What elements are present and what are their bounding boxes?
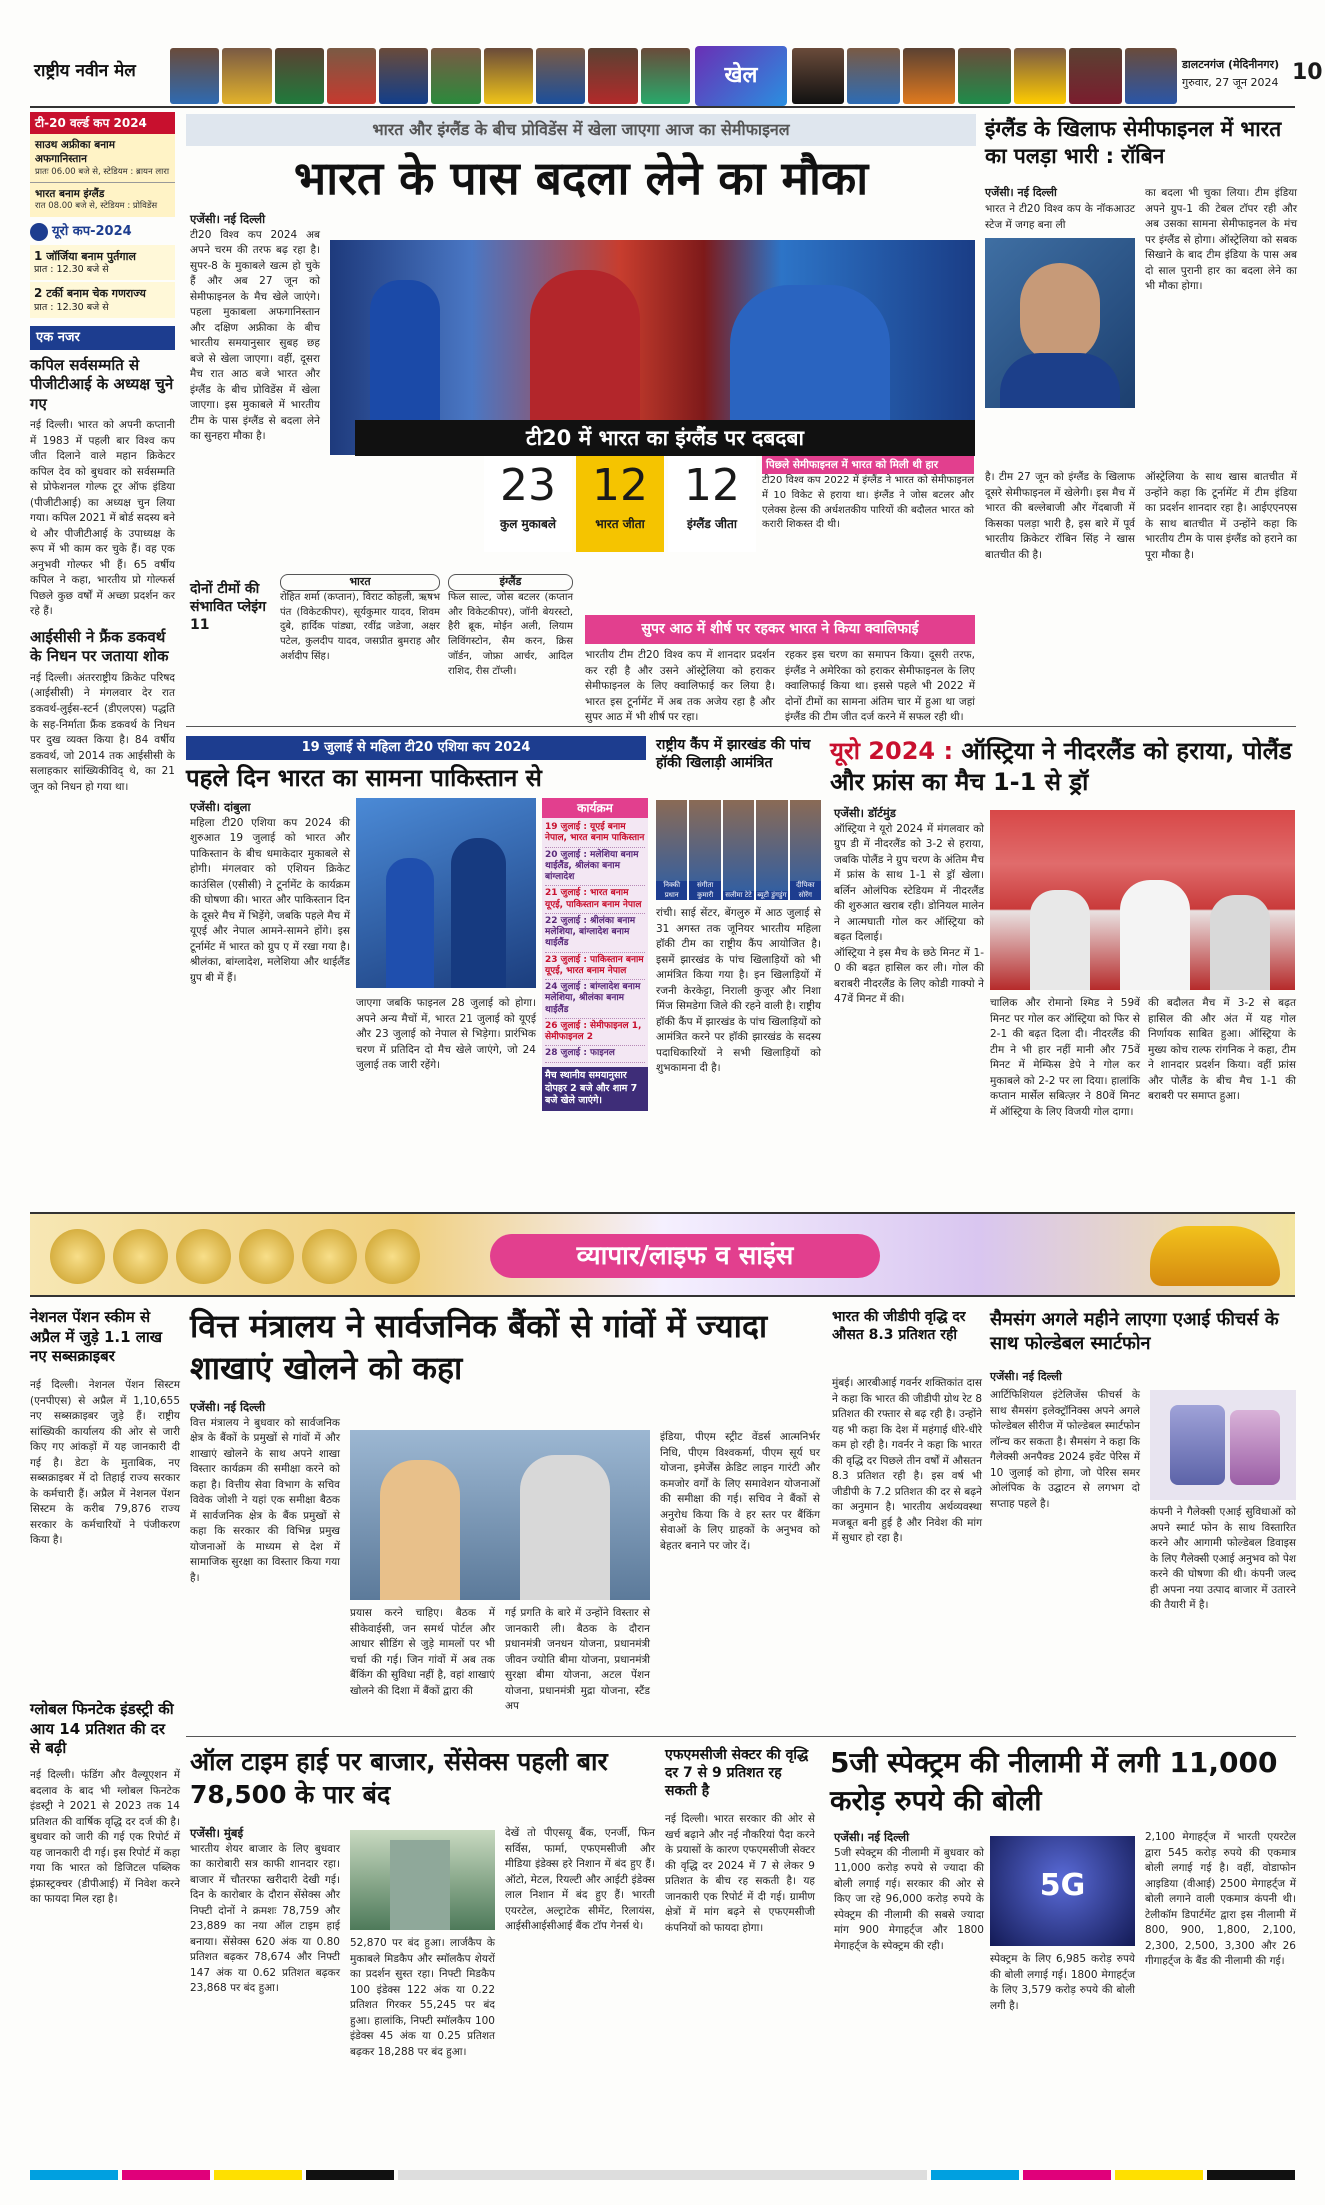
gdp-body: मुंबई। आरबीआई गवर्नर शक्तिकांत दास ने कहा कि भारत की जीडीपी ग्रोथ रेट 8 प्रतिशत की रफ्तार से बढ़ रही है। उन्होंने यह भी कहा कि देश में महंगाई धीरे-धीरे कम हो रही है। गवर्नर ने कहा कि भारत की वृद्धि दर पिछले तीन वर्षों में औसतन 8.3 प्रतिशत रही है। इस वर्ष भी जीडीपी के 7.2 प्रतिशत की दर से बढ़ने का अनुमान है। भारतीय अर्थव्यवस्था मजबूत बनी हुई है और निवेश की मांग में सुधार हो रहा है। [832,1377,982,1545]
robin-body-3: है। टीम 27 जून को इंग्लैंड के खिलाफ दूसरे सेमीफाइनल में खेलेगी। इस मैच में भारत की बल्लेबाजी और गेंदबाजी में किसका पलड़ा भारी है, इस बारे में पूर्व भारतीय क्रिकेटर रॉबिन सिंह ने खास बातचीत की है। [985,471,1135,561]
xi-england-label: इंग्लैंड [448,574,573,591]
schedule-item: 23 जुलाई : पाकिस्तान बनाम यूएई, भारत बनाम नेपाल [545,953,645,981]
robin-photo [985,238,1135,408]
stat-england-label: इंग्लैंड जीता [687,517,737,531]
stat-total [484,456,572,552]
match2-info: रात 08.00 बजे से, स्टेडियम : प्रोविडेंस [35,201,158,212]
schedule-item: 22 जुलाई : श्रीलंका बनाम मलेशिया, बांग्लादेश बनाम थाईलैंड [545,914,645,953]
robin-dateline: एजेंसी। नई दिल्ली [985,186,1057,199]
euro-body-2: ऑस्ट्रिया ने इस मैच के छठे मिनट में 1-0 की बढ़त हासिल कर ली। गोल की बराबरी नीदरलैंड के लिए कोडी गाक्पो ने 47वें मिनट में की। [834,946,984,1006]
market-headline: ऑल टाइम हाई पर बाजार, सेंसेक्स पहली बार 78,500 के पार बंद [190,1747,608,1809]
fintech-body: नई दिल्ली। फंडिंग और वैल्यूएशन में बदलाव के बाद भी ग्लोबल फिनटेक इंडस्ट्री ने 2021 से 2023 तक 14 प्रतिशत की वार्षिक वृद्धि दर दर्ज की है। बुधवार को जारी की गई एक रिपोर्ट में यह जानकारी दी गई। इस रिपोर्ट में कहा गया कि भारत को डिजिटल पब्लिक इंफ्रास्ट्रक्चर (डीपीआई) में निवेश करने का फायदा मिल रहा है। [30,1769,180,1906]
euro1-title: जॉर्जिया बनाम पुर्तगाल [46,249,136,263]
banks-headline: वित्त मंत्रालय ने सार्वजनिक बैंकों से गांवों में ज्यादा शाखाएं खोलने को कहा [190,1307,768,1387]
stat-india-value: 12 [592,460,648,511]
robin-body-2: का बदला भी चुका लिया। टीम इंडिया अपने ग्रुप-1 की टेबल टॉपर रही और अब उसका सामना सेमीफाइनल के मंच पर इंग्लैंड से होगा। ऑस्ट्रेलिया को सबक सिखाने के बाद टीम इंडिया के पास अब दो साल पुरानी हार का बदला लेने का भी मौका होगा। [1145,187,1297,293]
sidebar [30,112,175,1212]
schedule-title: कार्यक्रम [542,798,648,818]
market-col1 [190,1826,340,1997]
women-photo [356,798,536,988]
schedule-item: 19 जुलाई : यूएई बनाम नेपाल, भारत बनाम पाकिस्तान [545,820,645,848]
hockey-players [656,800,821,900]
lead-dateline: एजेंसी। नई दिल्ली [190,212,266,226]
samsung-headline: सैमसंग अगले महीने लाएगा एआई फीचर्स के साथ फोल्डेबल स्मार्टफोन [990,1309,1279,1355]
euro2-title: टर्की बनाम चेक गणराज्य [46,287,146,301]
masthead [30,44,1323,108]
brand-logo: राष्ट्रीय नवीन मेल [34,61,136,81]
pension-body: नई दिल्ली। नेशनल पेंशन सिस्टम (एनपीएस) से अप्रैल में 1,10,655 नए सब्सक्राइबर जुड़े हैं। राष्ट्रीय सांख्यिकी कार्यालय की ओर से जारी किए गए आंकड़ों में यह जानकारी दी गई है। डेटा के मुताबिक, नए सब्सक्राइबर में दो तिहाई राज्य सरकार के कर्मचारी हैं। अप्रैल में नेशनल पेंशन सिस्टम के करीब 79,876 राज्य सरकार के कर्मचारियों ने पंजीकरण किया है। [30,1379,180,1547]
players-strip-2 [792,48,1177,104]
print-registration-bar [30,2170,1295,2180]
euro-headline [830,736,1298,798]
stat-england-value: 12 [684,460,740,511]
spectrum-col1 [834,1830,984,1954]
match1-info: प्रातः 06.00 बजे से, स्टेडियम : ब्रायन लारा [35,166,170,177]
banks-body-2: प्रयास करने चाहिए। बैठक में सीकेवाईसी, जन समर्थ पोर्टल और आधार सीडिंग से जुड़े मामलों पर भी चर्चा की गई। जिन गांवों में अब तक बैंकिंग की सुविधा नहीं है, वहां शाखाएं खोलने की दिशा में बैंकों द्वारा की [350,1607,495,1697]
lead-column [190,212,320,445]
spectrum-headline: 5जी स्पेक्ट्रम की नीलामी में लगी 11,000 करोड़ रुपये की बोली [830,1746,1278,1817]
player-name: ब्यूटी डुंगडुंग [757,890,787,899]
banks-body-1: वित्त मंत्रालय ने बुधवार को सार्वजनिक क्षेत्र के बैंकों के प्रमुखों से गांवों में और शाखाएं खोलने के साथ अपने शाखा विस्तार कार्यक्रम की समीक्षा करने को कहा है। वित्तीय सेवा विभाग के सचिव विवेक जोशी ने यहां एक समीक्षा बैठक में सार्वजनिक क्षेत्र के बैंक प्रमुखों से कहा कि सरकार की विभिन्न प्रमुख योजनाओं के माध्यम से देश में सामाजिक सुरक्षा का विस्तार किया गया है। [190,1416,340,1584]
5g-logo: 5G [1039,1868,1086,1903]
coins-graphic [50,1229,440,1284]
stat-india [576,456,664,552]
spectrum-body-3: 2,100 मेगाहर्ट्ज में भारती एयरटेल द्वारा 545 करोड़ रुपये की एकमात्र बोली लगाई गई है। वहीं, वोडाफोन आइडिया (वीआई) 2500 मेगाहर्ट्ज में बोली लगाने वाली एकमात्र कंपनी थी। टेलीकॉम डिपार्टमेंट द्वारा इस नीलामी में 800, 900, 1,800, 2,100, 2,300, 2,500, 3,300 और 26 गीगाहर्ट्ज के बैंड की नीलामी की गई। [1145,1831,1296,1968]
euro2-number: 2 [34,286,43,301]
euro-body-1: ऑस्ट्रिया ने यूरो 2024 में मंगलवार को ग्रुप डी में नीदरलैंड को 3-2 से हराया, जबकि पोलैंड ने ग्रुप चरण के अंतिम मैच में फ्रांस के साथ 1-1 से ड्रॉ खेला। बर्लिन ओलंपिक स्टेडियम में नीदरलैंड की शुरुआत खराब रही। डोनियल मालेन ने आत्मघाती गोल कर ऑस्ट्रिया को बढ़त दिलाई। [834,822,984,944]
women-headline: पहले दिन भारत का सामना पाकिस्तान से [186,764,542,792]
samsung-photo [1150,1390,1296,1500]
qualify-text-1: भारतीय टीम टी20 विश्व कप में शानदार प्रदर्शन कर रही है और उसने ऑस्ट्रेलिया को हराकर सेमीफाइनल के लिए क्वालिफाई कर लिया है। भारत इस टूर्नामेंट में अब तक अजेय रहा है और सुपर आठ में भी शीर्ष पर रहा। [585,649,775,724]
spectrum-body-2: स्पेक्ट्रम के लिए 6,985 करोड़ रुपये की बोली लगाई गई। 1800 मेगाहर्ट्ज के लिए 3,579 करोड़ रुपये की बोली लगी है। [990,1953,1135,2012]
market-body-3: देखें तो पीएसयू बैंक, एनर्जी, फिन सर्विस, फार्मा, एफएमसीजी और मीडिया इंडेक्स हरे निशान में बंद हुए हैं। ऑटो, मेटल, रियल्टी और आईटी इंडेक्स लाल निशान में बंद हुए हैं। भारती एयरटेल, अल्ट्राटेक सीमेंट, रिलायंस, आईसीआईसीआई बैंक टॉप गेनर्स थे। [505,1827,655,1933]
schedule-item: 20 जुलाई : मलेशिया बनाम थाईलैंड, श्रीलंका बनाम बांग्लादेश [545,848,645,887]
fmcg-body: नई दिल्ली। भारत सरकार की ओर से खर्च बढ़ाने और नई नौकरियां पैदा करने के प्रयासों के कारण एफएमसीजी सेक्टर की वृद्धि दर 2024 में 7 से लेकर 9 प्रतिशत के बीच रह सकती है। यह जानकारी एक रिपोर्ट में दी गई। ग्रामीण क्षेत्रों में मांग बढ़ने से एफएमसीजी कंपनियों को फायदा होगा। [665,1813,815,1934]
schedule-item: 28 जुलाई : फाइनल [545,1046,645,1062]
lead-headline: भारत के पास बदला लेने का मौका [293,151,869,205]
player-card [790,800,821,900]
samsung-body-1: आर्टिफिशियल इंटेलिजेंस फीचर्स के साथ सैमसंग इलेक्ट्रॉनिक्स अपने अगले फोल्डेबल सीरीज में फोल्डेबल स्मार्टफोन लॉन्च कर सकता है। सैमसंग ने कहा कि गैलेक्सी अनपैक्ड 2024 इवेंट पेरिस में 10 जुलाई को होगा, जो पेरिस समर ओलंपिक के उद्घाटन से लगभग दो सप्ताह पहले है। [990,1389,1140,1510]
spectrum-dateline: एजेंसी। नई दिल्ली [834,1830,910,1844]
section-label: खेल [724,63,758,88]
robin-headline: इंग्लैंड के खिलाफ सेमीफाइनल में भारत का पलड़ा भारी : रॉबिन [985,117,1282,169]
brief1-headline: कपिल सर्वसम्मति से पीजीटीआई के अध्यक्ष चुने गए [30,355,174,413]
t20-header: टी-20 वर्ल्ड कप 2024 [30,112,175,134]
robin-body-1: भारत ने टी20 विश्व कप के नॉकआउट स्टेज में जगह बना ली [985,203,1135,231]
market-dateline: एजेंसी। मुंबई [190,1826,244,1840]
edition-name: डालटनगंज (मेदिनीनगर) [1182,58,1280,71]
stat-india-label: भारत जीता [595,517,645,531]
car-graphic [1150,1226,1280,1286]
player-name: निक्की प्रधान [656,881,687,900]
samsung-body-2: कंपनी ने गैलेक्सी एआई सुविधाओं को अपने स्मार्ट फोन के साथ विस्तारित करने और आगामी फोल्डेबल डिवाइस के लिए गैलेक्सी एआई अनुभव को पेश करने की घोषणा की थी। कंपनी जल्द ही अपना नया उत्पाद बाजार में उतारने की तैयारी में है। [1150,1506,1296,1612]
business-label: व्यापार/लाइफ व साइंस [490,1234,880,1278]
lead-body: टी20 विश्व कप 2024 अब अपने चरम की तरफ बढ़ रहा है। सुपर-8 के मुकाबले खत्म हो चुके हैं और अब 27 जून को सेमीफाइनल के मैच खेले जाएंगे। पहला मुकाबला अफगानिस्तान और दक्षिण अफ्रीका के बीच भारतीय समयानुसार सुबह छह बजे से खेला जाएगा। वहीं, दूसरा मैच रात आठ बजे भारत और इंग्लैंड के बीच प्रोविडेंस में खेला जाएगा। इस मुकाबले में भारतीय टीम के पास इंग्लैंड से बदला लेने का सुनहरा मौका है। [190,228,320,443]
players-strip [170,48,690,104]
samsung-dateline: एजेंसी। नई दिल्ली [990,1370,1062,1383]
player-card [656,800,687,900]
banks-body-3: इंडिया, पीएम स्ट्रीट वेंडर्स आत्मनिर्भर निधि, पीएम विश्वकर्मा, पीएम सूर्य घर योजना, इमेर्जेंस क्रेडिट लाइन गारंटी और कमजोर वर्गों के लिए समावेशन योजनाओं की समीक्षा की गई। सचिव ने बैंकों से अनुरोध किया कि वे हर स्तर पर बैंकिंग सेवाओं के लिए ग्राहकों के अनुभव को बेहतर बनाने पर जोर दें। [660,1431,820,1552]
women-body-2: जाएगा जबकि फाइनल 28 जुलाई को होगा। अपने अन्य मैचों में, भारत 21 जुलाई को यूएई और 23 जुलाई को नेपाल से भिड़ेगा। प्रारंभिक चरण में प्रतिदिन दो मैच खेले जाएंगे, जो 24 जुलाई तक जारी रहेंगे। [356,997,536,1072]
market-body-1: भारतीय शेयर बाजार के लिए बुधवार का कारोबारी सत्र काफी शानदार रहा। बाजार में चौतरफा खरीदारी देखी गई। दिन के कारोबार के दौरान सेंसेक्स और निफ्टी दोनों ने क्रमशः 78,759 और 23,889 का नया ऑल टाइम हाई बनाया। सेंसेक्स 620 अंक या 0.80 प्रतिशत बढ़कर 78,674 और निफ्टी 147 अंक या 0.62 प्रतिशत बढ़कर 23,868 पर बंद हुआ। [190,1842,340,1995]
player-card [723,800,754,900]
euro-photo [990,810,1295,990]
women-col1 [190,800,350,986]
section-badge [695,46,787,106]
stat-total-label: कुल मुकाबले [499,517,557,531]
fintech-headline: ग्लोबल फिनटेक इंडस्ट्री की आय 14 प्रतिशत की दर से बढ़ी [30,1700,174,1757]
spectrum-photo [990,1836,1135,1946]
schedule-list [542,818,648,1065]
women-schedule [542,798,648,1107]
player-name: संगीता कुमारी [689,881,720,900]
qualify-text-2: रहकर इस चरण का समापन किया। दूसरी तरफ, इंग्लैंड ने अमेरिका को हराकर सेमीफाइनल के लिए क्वालिफाई किया था। इससे पहले भी 2022 में दोनों टीमों का सामना अंतिम चार में हुआ था जहां इंग्लैंड की टीम जीत दर्ज करने में सफल रही थी। [785,649,975,724]
euro-dateline: एजेंसी। डॉर्टमुंड [834,806,896,820]
women-dateline: एजेंसी। दांबुला [190,800,251,814]
match1-title: साउथ अफ्रीका बनाम अफगानिस्तान [35,139,116,166]
hockey-headline: राष्ट्रीय कैंप में झारखंड की पांच हॉकी खिलाड़ी आमंत्रित [656,737,811,772]
xi-england-list: फिल साल्ट, जोस बटलर (कप्तान और विकेटकीपर), जॉनी बेयरस्टो, हैरी ब्रूक, मोईन अली, लियाम लिविंगस्टोन, सैम करन, क्रिस जॉर्डन, जोफ्रा आर्चर, आदिल राशिद, रीस टॉप्ली। [448,591,573,677]
schedule-item: 26 जुलाई : सेमीफाइनल 1, सेमीफाइनल 2 [545,1019,645,1047]
schedule-item: 21 जुलाई : भारत बनाम यूएई, पाकिस्तान बनाम नेपाल [545,886,645,914]
football-icon [30,223,48,241]
stats-note-header: पिछले सेमीफाइनल में भारत को मिली थी हार [762,456,974,474]
business-banner [30,1212,1295,1297]
euro1-info: प्रात : 12.30 बजे से [34,264,109,276]
xi-label: दोनों टीमों की संभावित प्लेइंग 11 [190,581,267,634]
brief2-headline: आईसीसी ने फ्रैंक डकवर्थ के निधन पर जताया शोक [30,627,169,666]
brief1-text: नई दिल्ली। भारत को अपनी कप्तानी में 1983 में पहली बार विश्व कप जीत दिलाने वाले महान क्रिकेटर कपिल देव को बुधवार को सर्वसम्मति से प्रोफेशनल गोल्फ टूर ऑफ इंडिया (पीजीटीआई) का अध्यक्ष चुन लिया गया। कपिल 2021 में बोर्ड सदस्य बने थे और पीजीटीआई के उपाध्यक्ष के रूप में भी काम कर चुके हैं। वह एक अनुभवी गोल्फर भी हैं। 65 वर्षीय कपिल ने कहा, भारतीय प्रो गोल्फर्स पिछले कुछ वर्षों में अच्छा प्रदर्शन कर रहे हैं। [30,419,175,618]
stats-note-text: टी20 विश्व कप 2022 में इंग्लैंड ने भारत को सेमीफाइनल में 10 विकेट से हराया था। इंग्लैंड ने जोस बटलर और एलेक्स हेल्स की अर्धशतकीय पारियों की बदौलत भारत को करारी शिकस्त दी थी। [762,475,974,531]
fmcg-headline: एफएमसीजी सेक्टर की वृद्धि दर 7 से 9 प्रतिशत रह सकती है [665,1747,809,1800]
xi-india [280,574,440,665]
issue-date: गुरुवार, 27 जून 2024 [1182,76,1279,89]
match2-title: भारत बनाम इंग्लैंड [35,188,105,200]
euro-body-4: की बदौलत मैच में 3-2 से बढ़त हासिल की और अंत में यह गोल निर्णायक साबित हुआ। ऑस्ट्रिया के मुख्य कोच राल्फ रांगनिक ने कहा, टीम ने शानदार प्रदर्शन किया। वहीं फ्रांस और पोलैंड के बीच मैच 1-1 की बराबरी पर समाप्त हुआ। [1148,997,1296,1103]
stats-panel [484,456,974,552]
schedule-time-note: मैच स्थानीय समयानुसार दोपहर 2 बजे और शाम 7 बजे खेले जाएंगे। [542,1067,648,1111]
xi-india-list: रोहित शर्मा (कप्तान), विराट कोहली, ऋषभ पंत (विकेटकीपर), सूर्यकुमार यादव, शिवम दुबे, हार्दिक पांड्या, रवींद्र जडेजा, अक्षर पटेल, कुलदीप यादव, जसप्रीत बुमराह और अर्शदीप सिंह। [280,591,440,663]
euro-headline-prefix: यूरो 2024 : [830,737,954,765]
banks-dateline: एजेंसी। नई दिल्ली [190,1400,266,1414]
euro2-info: प्रात : 12.30 बजे से [34,302,109,314]
pension-headline: नेशनल पेंशन स्कीम से अप्रैल में जुड़े 1.1 लाख नए सब्सक्राइबर [30,1308,163,1365]
xi-india-label: भारत [280,574,440,591]
qualify-banner: सुपर आठ में शीर्ष पर रहकर भारत ने किया क्वालिफाई [585,615,975,644]
player-name: सलीमा टेटे [723,891,754,900]
banks-photo [350,1430,650,1600]
market-photo [350,1830,495,1930]
euro-col1 [834,806,984,1008]
banks-col1 [190,1400,340,1586]
stat-total-value: 23 [500,460,556,511]
market-body-2: 52,870 पर बंद हुआ। लार्जकैप के मुकाबले मिडकैप और स्मॉलकैप शेयरों का प्रदर्शन सुस्त रहा। निफ्टी मिडकैप 100 इंडेक्स 122 अंक या 0.22 प्रतिशत गिरकर 55,245 पर बंद हुआ। हालांकि, निफ्टी स्मॉलकैप 100 इंडेक्स 45 अंक या 0.25 प्रतिशत बढ़कर 18,288 पर बंद हुआ। [350,1937,495,2058]
women-body: महिला टी20 एशिया कप 2024 की शुरुआत 19 जुलाई को भारत और पाकिस्तान के बीच धमाकेदार मुकाबले से होगी। मंगलवार को एशियन क्रिकेट काउंसिल (एसीसी) ने टूर्नामेंट के कार्यक्रम की घोषणा की। भारत और पाकिस्तान दिन के दूसरे मैच में भिड़ेंगे, जबकि पहले मैच में यूएई और नेपाल आमने-सामने होंगे। इस टूर्नामेंट में भारत को ग्रुप ए में रखा गया है। श्रीलंका, बांग्लादेश, मलेशिया और थाईलैंड ग्रुप बी में हैं। [190,816,350,984]
euro-headline-text: ऑस्ट्रिया ने नीदरलैंड को हराया, पोलैंड और फ्रांस का मैच 1-1 से ड्रॉ [830,737,1292,797]
euro1-number: 1 [34,248,43,263]
gdp-headline: भारत की जीडीपी वृद्धि दर औसत 8.3 प्रतिशत रही [832,1309,966,1344]
player-name: दीपिका सोरेंग [790,881,821,900]
spectrum-body-1: 5जी स्पेक्ट्रम की नीलामी में बुधवार को 11,000 करोड़ रुपये से ज्यादा की बोली लगाई गई। सरकार की ओर से किए जा रहे 96,000 करोड़ रुपये के स्पेक्ट्रम की नीलामी की सबसे ज्यादा मांग 900 मेगाहर्ट्ज और 1800 मेगाहर्ट्ज के स्पेक्ट्रम की रही। [834,1846,984,1952]
women-kicker: 19 जुलाई से महिला टी20 एशिया कप 2024 [186,736,646,760]
ek-nazar-header: एक नजर [30,326,175,350]
player-card [756,800,787,900]
stat-england [668,456,756,552]
lead-kicker: भारत और इंग्लैंड के बीच प्रोविडेंस में खेला जाएगा आज का सेमीफाइनल [186,114,976,146]
page-number: 10 [1292,60,1323,85]
xi-england [448,574,573,680]
euro-header: यूरो कप-2024 [52,223,132,239]
banks-body-4: गई प्रगति के बारे में उन्होंने विस्तार से जानकारी ली। बैठक के दौरान प्रधानमंत्री जनधन योजना, प्रधानमंत्री जीवन ज्योति बीमा योजना, प्रधानमंत्री सुरक्षा बीमा योजना, अटल पेंशन योजना, प्रधानमंत्री मुद्रा योजना, स्टैंड अप [505,1607,650,1713]
brief2-text: नई दिल्ली। अंतरराष्ट्रीय क्रिकेट परिषद (आईसीसी) ने मंगलवार देर रात डकवर्थ-लुईस-स्टर्न (डीएलएस) पद्धति के सह-निर्माता फ्रैंक डकवर्थ के निधन पर दुख व्यक्त किया है। 84 वर्षीय डकवर्थ, जो 2014 तक आईसीसी के सलाहकार सांख्यिकीविद् थे, का 21 जून को निधन हो गया था। [30,671,175,793]
hockey-body: रांची। साई सेंटर, बेंगलुरु में आठ जुलाई से 31 अगस्त तक जूनियर भारतीय महिला हॉकी टीम का राष्ट्रीय कैंप आयोजित है। इसमें झारखंड के पांच खिलाड़ियों को भी आमंत्रित किया गया है। इन खिलाड़ियों में रजनी केरकेट्टा, निराली कुजूर और निशा मिंज सिमडेगा जिले की रहने वाली है। राष्ट्रीय हॉकी कैंप में झारखंड के पांच खिलाड़ियों को आमंत्रित करने पर हॉकी झारखंड के सदस्य पदाधिकारियों ने सभी खिलाड़ियों को शुभकामना दी है। [656,907,821,1075]
schedule-item: 24 जुलाई : बांग्लादेश बनाम मलेशिया, श्रीलंका बनाम थाईलैंड [545,980,645,1019]
robin-body-4: ऑस्ट्रेलिया के साथ खास बातचीत में उन्होंने कहा कि टूर्नामेंट में टीम इंडिया का प्रदर्शन शानदार रहा है। आईएएनएस के साथ बातचीत में उन्होंने कहा कि भारतीय टीम के पास इंग्लैंड को हराने का पूरा मौका है। [1145,471,1297,561]
euro-body-3: चालिक और रोमानो श्मिड ने 59वें मिनट पर गोल कर ऑस्ट्रिया को फिर से 2-1 की बढ़त दिला दी। नीदरलैंड की टीम ने भी हार नहीं मानी और 75वें मिनट में मेम्फिस डेपे ने गोल कर मुकाबले को 2-2 पर ला दिया। हालांकि कप्तान मार्सेल सबित्ज़र ने 80वें मिनट में ऑस्ट्रिया के लिए विजयी गोल दागा। [990,997,1140,1118]
player-card [689,800,720,900]
lead-banner: टी20 में भारत का इंग्लैंड पर दबदबा [355,420,975,456]
